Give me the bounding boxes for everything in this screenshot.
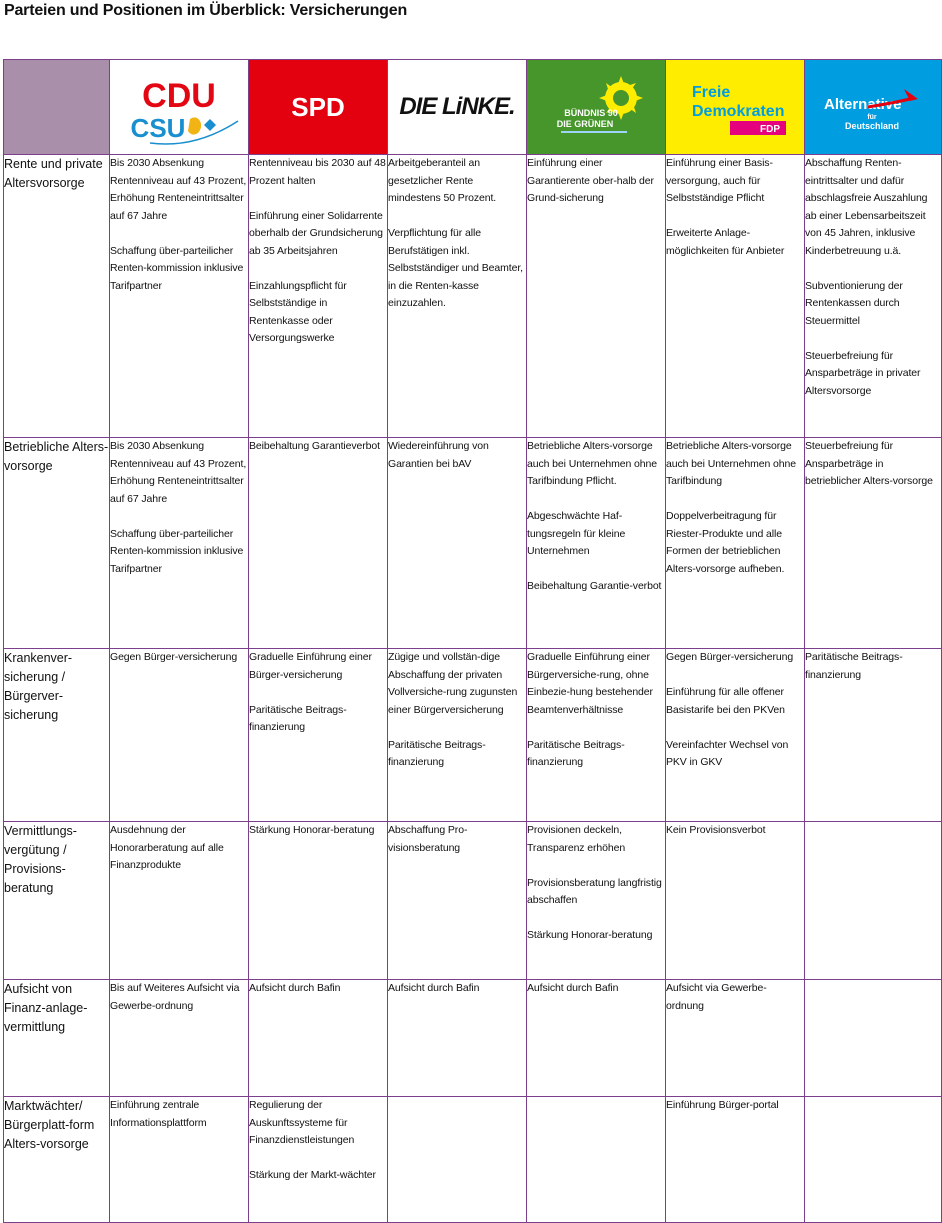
csu-wordmark: CSU xyxy=(130,113,186,143)
cdu-csu-position-cell xyxy=(110,438,249,649)
position-text: Einführung einer Garantierente ober-halb der Grund-sicherung xyxy=(527,157,654,204)
position-text: Bis auf Weiteres Aufsicht via Gewerbe-ordnung xyxy=(110,982,240,1012)
position-text: Provisionen deckeln, Transparenz erhöhen xyxy=(527,824,626,854)
party-logo-row xyxy=(4,60,942,155)
position-text: Beibehaltung Garantie-verbot xyxy=(527,580,662,592)
table-row xyxy=(4,649,942,822)
fdp-logo-cell xyxy=(666,60,805,155)
cdu-csu-position-cell xyxy=(110,155,249,438)
fdp-line2: Demokraten xyxy=(692,103,785,120)
gruene-position-cell xyxy=(527,649,666,822)
cdu-csu-position-cell xyxy=(110,822,249,980)
spd-wordmark: SPD xyxy=(291,91,345,122)
table-row xyxy=(4,980,942,1097)
position-text: Rentenniveau bis 2030 auf 48 Prozent halten xyxy=(249,157,386,187)
spd-position-cell xyxy=(249,980,388,1097)
position-text: Kein Provisionsverbot xyxy=(666,824,766,836)
afd-position-cell xyxy=(805,649,942,822)
cdu-wordmark: CDU xyxy=(142,77,216,115)
gruene-position-cell xyxy=(527,822,666,980)
csu-lion-icon xyxy=(188,117,201,134)
position-text: Einführung einer Basis-versorgung, auch für Selbstständige Pflicht xyxy=(666,157,773,204)
fdp-position-cell xyxy=(666,155,805,438)
linke-wordmark: DIE LiNKE. xyxy=(399,93,515,120)
fdp-position-cell xyxy=(666,1097,805,1223)
position-text: Erweiterte Anlage-möglichkeiten für Anbieter xyxy=(666,227,785,257)
afd-position-cell xyxy=(805,438,942,649)
row-label: Krankenver-sicherung / Bürgerver-sicherung xyxy=(4,649,110,822)
spd-position-cell xyxy=(249,1097,388,1223)
position-text: Aufsicht durch Bafin xyxy=(249,982,341,994)
fdp-position-cell xyxy=(666,438,805,649)
position-text: Schaffung über-parteilicher Renten-kommission inklusive Tarifpartner xyxy=(110,244,244,292)
table-row xyxy=(4,1097,942,1223)
gruene-underline xyxy=(561,131,627,133)
linke-position-cell xyxy=(388,980,527,1097)
position-text: Einführung für alle offener Basistarife bei den PKVen xyxy=(666,686,785,716)
position-text: Paritätische Beitrags-finanzierung xyxy=(249,703,347,733)
position-text: Einführung zentrale Informationsplattform xyxy=(110,1099,207,1129)
position-text: Bis 2030 Absenkung Rentenniveau auf 43 Prozent, Erhöhung Renteneintrittsalter auf 67 Jahre xyxy=(110,440,247,505)
afd-position-cell xyxy=(805,980,942,1097)
position-text: Abschaffung Renten-eintrittsalter und dafür abschlagsfreie Auszahlung ab einer Lebensarbeitszeit von 45 Jahren, inklusive Kinderbetreuung u.ä. xyxy=(805,157,928,257)
afd-line3: Deutschland xyxy=(844,121,900,131)
gruene-logo-cell xyxy=(527,60,666,155)
spd-position-cell xyxy=(249,155,388,438)
gruene-line2: DIE GRÜNEN xyxy=(556,119,614,129)
spd-logo-cell xyxy=(249,60,388,155)
position-text: Steuerbefreiung für Ansparbeträge in privater Altersvorsorge xyxy=(805,349,921,397)
linke-position-cell xyxy=(388,1097,527,1223)
spd-position-cell xyxy=(249,822,388,980)
fdp-badge: FDP xyxy=(760,124,780,135)
position-text: Stärkung der Markt-wächter xyxy=(249,1169,376,1181)
position-text: Paritätische Beitrags-finanzierung xyxy=(388,738,486,768)
table-row xyxy=(4,155,942,438)
fdp-position-cell xyxy=(666,649,805,822)
position-text: Steuerbefreiung für Ansparbeträge in betrieblicher Alters-vorsorge xyxy=(805,440,933,487)
position-text: Aufsicht via Gewerbe-ordnung xyxy=(666,982,767,1012)
position-text: Subventionierung der Rentenkassen durch Steuermittel xyxy=(805,279,903,327)
position-text: Zügige und vollstän-dige Abschaffung der privaten Vollversiche-rung zugunsten einer Bürgerversicherung xyxy=(388,651,518,716)
position-text: Gegen Bürger-versicherung xyxy=(110,651,238,663)
afd-position-cell xyxy=(805,155,942,438)
positions-table xyxy=(3,59,942,1223)
gruene-position-cell xyxy=(527,155,666,438)
afd-position-cell xyxy=(805,822,942,980)
position-text: Aufsicht durch Bafin xyxy=(388,982,480,994)
position-text: Betriebliche Alters-vorsorge auch bei Unternehmen ohne Tarifbindung Pflicht. xyxy=(527,440,658,487)
position-text: Provisionsberatung langfristig abschaffen xyxy=(527,876,662,906)
row-label: Marktwächter/ Bürgerplatt-form Alters-vorsorge xyxy=(4,1097,110,1223)
position-text: Wiedereinführung von Garantien bei bAV xyxy=(388,440,489,470)
fdp-position-cell xyxy=(666,822,805,980)
gruene-line1: BÜNDNIS 90 xyxy=(564,108,618,118)
cdu-csu-logo-cell xyxy=(110,60,249,155)
linke-position-cell xyxy=(388,649,527,822)
gruene-position-cell xyxy=(527,1097,666,1223)
position-text: Abschaffung Pro-visionsberatung xyxy=(388,824,468,854)
linke-logo-cell xyxy=(388,60,527,155)
position-text: Ausdehnung der Honorarberatung auf alle Finanzprodukte xyxy=(110,824,224,871)
table-row xyxy=(4,822,942,980)
cdu-csu-position-cell xyxy=(110,980,249,1097)
cdu-csu-position-cell xyxy=(110,1097,249,1223)
position-text: Einzahlungspflicht für Selbstständige in Rentenkasse oder Versorgungswerke xyxy=(249,279,347,344)
position-text: Doppelverbeitragung für Riester-Produkte und alle Formen der betrieblichen Alters-vorsorge aufheben. xyxy=(666,510,785,575)
row-label: Rente und private Altersvorsorge xyxy=(4,155,110,438)
spd-logo xyxy=(249,60,387,154)
afd-logo xyxy=(805,60,941,154)
cdu-csu-position-cell xyxy=(110,649,249,822)
position-text: Verpflichtung für alle Berufstätigen inkl. Selbstständiger und Beamter, in die Renten-kasse einzuzahlen. xyxy=(388,227,523,309)
position-text: Bis 2030 Absenkung Rentenniveau auf 43 Prozent, Erhöhung Renteneintrittsalter auf 67 Jahre xyxy=(110,157,247,222)
position-text: Einführung Bürger-portal xyxy=(666,1099,779,1111)
position-text: Regulierung der Auskunftssysteme für Finanzdienstleistungen xyxy=(249,1099,355,1146)
linke-position-cell xyxy=(388,438,527,649)
fdp-position-cell xyxy=(666,980,805,1097)
gruene-position-cell xyxy=(527,438,666,649)
gruene-logo-icon xyxy=(531,62,661,152)
position-text: Beibehaltung Garantieverbot xyxy=(249,440,380,452)
position-text: Einführung einer Solidarrente oberhalb der Grundsicherung ab 35 Arbeitsjahren xyxy=(249,209,383,257)
position-text: Vereinfachter Wechsel von PKV in GKV xyxy=(666,738,789,768)
afd-line1: Alternative xyxy=(824,96,902,113)
position-text: Paritätische Beitrags-finanzierung xyxy=(527,738,625,768)
table-row xyxy=(4,438,942,649)
gruene-logo xyxy=(527,60,665,154)
gruene-position-cell xyxy=(527,980,666,1097)
position-text: Betriebliche Alters-vorsorge auch bei Unternehmen ohne Tarifbindung xyxy=(666,440,797,487)
cdu-csu-logo-icon xyxy=(114,67,244,147)
fdp-line1: Freie xyxy=(692,84,731,101)
position-text: Stärkung Honorar-beratung xyxy=(249,824,375,836)
linke-logo xyxy=(388,60,526,154)
corner-cell xyxy=(4,60,110,155)
position-text: Gegen Bürger-versicherung xyxy=(666,651,794,663)
position-text: Abgeschwächte Haf-tungsregeln für kleine Unternehmen xyxy=(527,510,626,557)
row-label: Aufsicht von Finanz-anlage-vermittlung xyxy=(4,980,110,1097)
fdp-logo xyxy=(666,60,804,154)
cdu-csu-logo xyxy=(110,60,248,154)
position-text: Stärkung Honorar-beratung xyxy=(527,929,653,941)
fdp-logo-icon xyxy=(670,67,800,147)
positions-body xyxy=(4,155,942,1223)
afd-position-cell xyxy=(805,1097,942,1223)
linke-position-cell xyxy=(388,155,527,438)
spd-position-cell xyxy=(249,438,388,649)
position-text: Arbeitgeberanteil an gesetzlicher Rente mindestens 50 Prozent. xyxy=(388,157,497,204)
afd-line2: für xyxy=(867,114,877,121)
afd-logo-cell xyxy=(805,60,942,155)
spd-position-cell xyxy=(249,649,388,822)
row-label: Vermittlungs-vergütung / Provisions-beratung xyxy=(4,822,110,980)
position-text: Graduelle Einführung einer Bürgerversiche-rung, ohne Einbezie-hung bestehender Beamtenverhältnisse xyxy=(527,651,653,716)
linke-position-cell xyxy=(388,822,527,980)
csu-diamond-icon xyxy=(204,119,216,131)
row-label: Betriebliche Alters-vorsorge xyxy=(4,438,110,649)
position-text: Graduelle Einführung einer Bürger-versicherung xyxy=(249,651,372,681)
position-text: Aufsicht durch Bafin xyxy=(527,982,619,994)
afd-logo-icon xyxy=(808,67,938,147)
position-text: Paritätische Beitrags-finanzierung xyxy=(805,651,903,681)
page-title: Parteien und Positionen im Überblick: Versicherungen xyxy=(4,2,408,19)
position-text: Schaffung über-parteilicher Renten-kommission inklusive Tarifpartner xyxy=(110,527,244,575)
